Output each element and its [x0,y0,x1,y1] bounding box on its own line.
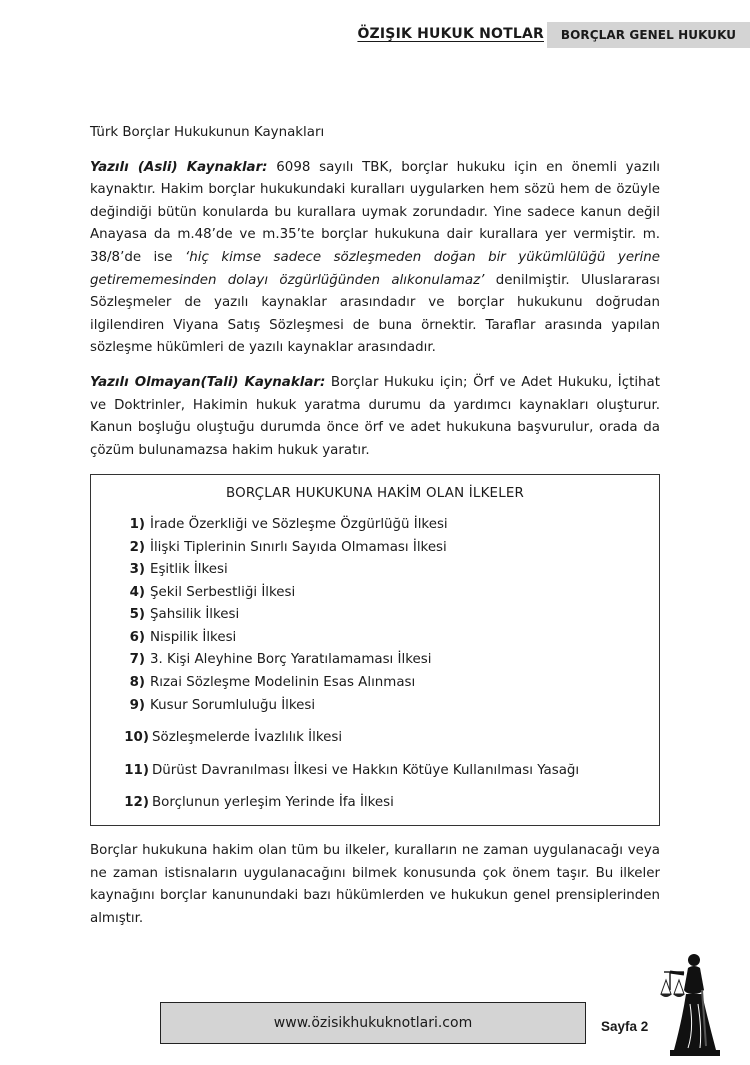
list-item-text: Kusur Sorumluluğu İlkesi [150,697,316,713]
page-number: Sayfa 2 [601,1019,649,1034]
list-item [121,695,659,718]
list-item [121,760,659,783]
written-sources-text-b: denilmiştir. Uluslararası Sözleşmeler de yazılı kaynaklar arasındadır ve borçlar hukukunu doğrudan ilgilendiren Viyana Satış Sözleşmesi de buna örnektir. Taraflar arasında yapılan sözleşme hükümleri de yazılı kaynaklar arasındadır. [90,272,661,356]
list-item-number: 7) [129,652,145,668]
principles-box [90,474,660,826]
header-title-left: ÖZIŞIK HUKUK NOTLAR [357,26,544,42]
list-item-text: Rızai Sözleşme Modelinin Esas Alınması [150,675,416,691]
list-item-text: 3. Kişi Aleyhine Borç Yaratılamaması İlkesi [150,652,432,668]
list-item-number: 2) [129,539,145,555]
list-item [121,627,659,650]
list-item-text: Şahsilik İlkesi [150,607,240,623]
list-item-number: 8) [129,675,145,691]
unwritten-sources-lead: Yazılı Olmayan(Tali) Kaynaklar: [90,374,326,390]
list-item [121,559,659,582]
list-item [121,649,659,672]
list-item-number: 12) [124,795,149,811]
list-item [121,727,659,750]
list-item-text: Nispilik İlkesi [150,629,237,645]
unwritten-sources-text: Borçlar Hukuku için; Örf ve Adet Hukuku, İçtihat ve Doktrinler, Hakimin hukuk yaratma durumu da yardımcı kaynakları oluşturur. Kanun boşluğu oluştuğu durumda önce örf ve adet hukukuna başvurulur, orada da çözüm bulunamazsa hakim hukuk yaratır. [90,374,661,458]
list-item-number: 9) [129,697,145,713]
list-item [121,582,659,605]
header-title-right: BORÇLAR GENEL HUKUKU [547,22,750,48]
written-sources-lead: Yazılı (Asli) Kaynaklar: [90,159,268,175]
list-item [121,514,659,537]
list-item-text: İrade Özerkliği ve Sözleşme Özgürlüğü İlkesi [150,516,448,532]
constitution-quote: ‘hiç kimse sadece sözleşmeden doğan bir yükümlülüğü yerine getirememesinden dolayı özgürlüğünden alıkonulamaz’ [90,249,661,288]
principles-title: BORÇLAR HUKUKUNA HAKİM OLAN İLKELER [225,486,525,502]
unwritten-sources-paragraph [90,372,660,462]
list-item-number: 11) [124,762,149,778]
list-item [121,604,659,627]
page-content [90,122,660,942]
list-item-number: 5) [129,607,145,623]
footer-website: www.özisikhukuknotlari.com [273,1015,473,1031]
written-sources-paragraph [90,157,660,360]
list-item [121,792,659,815]
lady-justice-icon [660,950,726,1058]
list-item-text: İlişki Tiplerinin Sınırlı Sayıda Olmaması İlkesi [150,539,447,555]
list-item-text: Dürüst Davranılması İlkesi ve Hakkın Kötüye Kullanılması Yasağı [152,762,580,778]
list-item [121,537,659,560]
list-item [121,672,659,695]
list-item-number: 10) [124,730,149,746]
list-item-text: Şekil Serbestliği İlkesi [150,584,296,600]
principles-list [91,514,659,815]
list-item-number: 4) [129,584,145,600]
list-item-number: 6) [129,629,145,645]
list-item-number: 3) [129,562,145,578]
list-item-text: Borçlunun yerleşim Yerinde İfa İlkesi [152,795,394,811]
closing-paragraph: Borçlar hukukuna hakim olan tüm bu ilkeler, kuralların ne zaman uygulanacağı veya ne zaman istisnaların uygulanacağını bilmek konusunda çok önem taşır. Bu ilkeler kaynağını borçlar kanunundaki bazı hükümlerden ve hukukun genel prensiplerinden almıştır. [90,843,660,926]
section-title: Türk Borçlar Hukukunun Kaynakları [90,125,325,140]
written-sources-text-a: 6098 sayılı TBK, borçlar hukuku için en önemli yazılı kaynaktır. Hakim borçlar hukukundaki kuralları uygularken hem sözü hem de özüyle değindiği bütün konularda bu kurallara uymak zorundadır. Yine sadece kanun değil Anayasa da m.48’de ve m.35’te borçlar hukukuna dair kurallara yer vermiştir. m. 38/8’de ise [90,159,661,265]
list-item-text: Eşitlik İlkesi [150,562,228,578]
list-item-number: 1) [129,516,145,532]
page-header [0,22,750,50]
footer-website-box [160,1002,586,1044]
list-item-text: Sözleşmelerde İvazlılık İlkesi [152,730,343,746]
